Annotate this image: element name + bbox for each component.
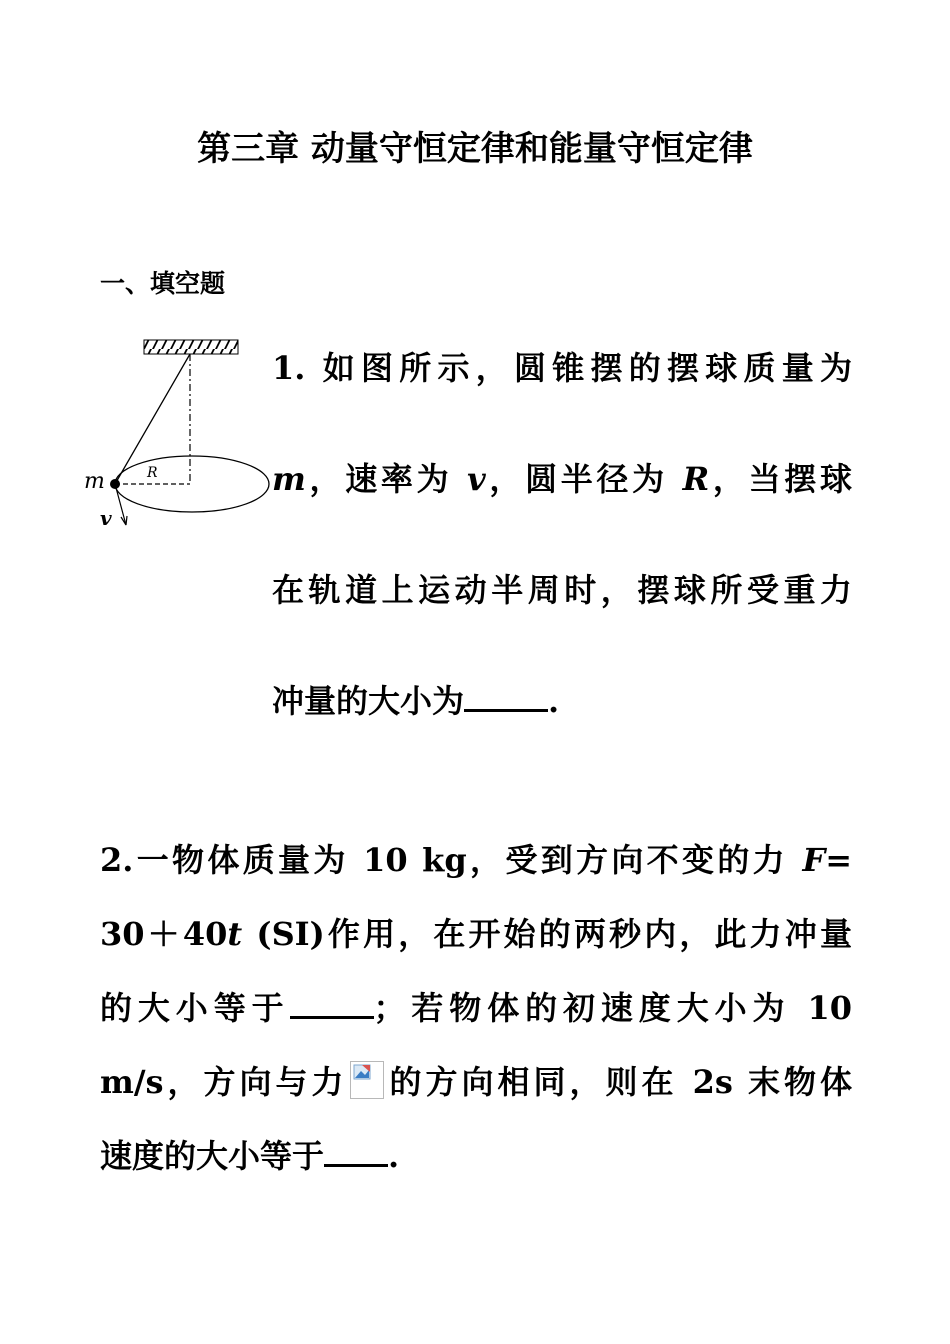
orbit-ellipse: [115, 456, 269, 512]
pendulum-diagram: [80, 335, 280, 535]
q2-text-5: 速度的大小等于: [100, 1137, 325, 1175]
q2-text-2a: 30＋40: [100, 915, 228, 953]
radius-symbol: R: [682, 460, 710, 498]
question-2-line-5: [100, 1133, 852, 1179]
velocity-arrow: [115, 484, 126, 525]
q2-text-3a: 的大小等于: [100, 989, 290, 1027]
question-2-line-1: [100, 837, 852, 883]
q1-line4-text: 冲量的大小为: [272, 682, 465, 720]
page-title: 第三章 动量守恒定律和能量守恒定律: [197, 129, 753, 169]
q2-text-3b: ；若物体的初速度大小为 10: [373, 989, 852, 1027]
question-2-line-4: [100, 1059, 852, 1111]
q2-text-4b: 的方向相同，则在 2s 末物体: [385, 1063, 852, 1101]
question-1-line-3: 在轨道上运动半周时，摆球所受重力: [272, 571, 852, 609]
mass-symbol: m: [272, 460, 306, 498]
q1-text-a: ，速率为: [305, 460, 468, 498]
velocity-label: v: [100, 506, 112, 530]
q1-text-b: ，圆半径为: [485, 460, 683, 498]
q2-text-2b: (SI)作用，在开始的两秒内，此力冲量: [242, 915, 852, 953]
q2-text-1b: =: [825, 841, 852, 879]
question-1-line-1: 1. 如图所示，圆锥摆的摆球质量为: [272, 349, 852, 387]
conical-pendulum-figure: [80, 335, 280, 539]
q2-text-1a: 2.一物体质量为 10 kg，受到方向不变的力: [100, 841, 803, 879]
radius-label: R: [147, 465, 158, 481]
answer-blank-1[interactable]: [464, 679, 548, 712]
answer-blank-2[interactable]: [290, 986, 374, 1019]
ceiling-support: [144, 340, 238, 354]
force-symbol: F: [802, 841, 826, 879]
section-heading: 一、填空题: [100, 269, 226, 298]
question-1-line-4: [272, 678, 852, 724]
q2-text-5-end: .: [388, 1137, 400, 1175]
broken-image-icon: [350, 1061, 384, 1111]
time-symbol: t: [227, 915, 243, 953]
answer-blank-3[interactable]: [324, 1134, 388, 1167]
q1-text-c: ，当摆球: [709, 460, 852, 498]
mass-label: m: [84, 469, 105, 494]
question-2-line-2: [100, 911, 852, 957]
q1-line4-end: .: [548, 682, 560, 720]
question-2-line-3: [100, 985, 852, 1031]
speed-symbol: v: [467, 460, 486, 498]
q2-text-4a: m/s，方向与力: [100, 1063, 348, 1101]
question-1-line-2: [272, 456, 852, 502]
